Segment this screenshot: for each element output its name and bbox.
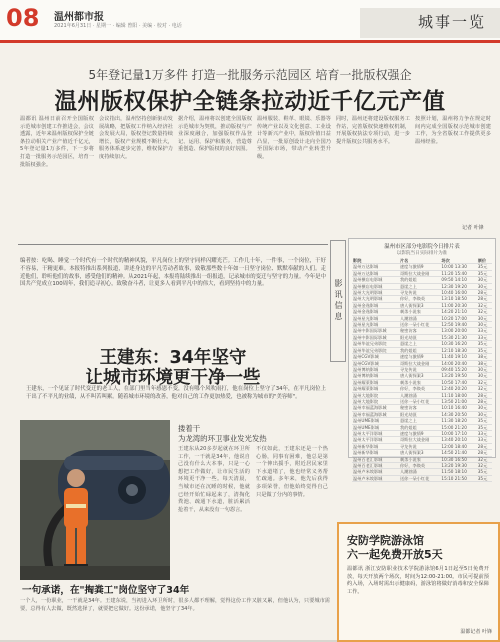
table-cell: 33元 [477,437,492,443]
table-cell: 寻龙传说 [399,366,440,372]
table-cell: 送你一朵小红花 [399,322,440,328]
table-cell: 13:00 20:00 [440,328,476,334]
table-cell: 我的姐姐 [399,277,440,283]
lead-column-3: 据介绍，温州将以创建全国版权示范城市为契机，推动版权与产业深度融合，加强版权作品登记、运用、保护和服务，营造尊重创造、保护版权的良好氛围。 [178,116,252,153]
feature-subhead-text: 搂着干 为龙湾的环卫事业发光发热 [178,424,267,443]
table-cell: 温州华谊兄弟影院 [352,341,399,347]
table-cell: 35元 [477,469,492,475]
table-cell: 温州大光明影城 [352,296,399,302]
table-cell: 刺杀小说家 [399,379,440,385]
table-cell: 33元 [477,334,492,340]
table-cell: 10:00 17:10 [440,430,476,436]
table-cell: 温州耀莱影城 [352,386,399,392]
table-cell: 12:10 18:30 [440,347,476,353]
table-cell: 温州横店电影城 [352,283,399,289]
table-cell: 温州太平洋影城 [352,430,399,436]
promo-byline: 温都记者 叶锋 [460,629,492,635]
table-cell: 30元 [477,411,492,417]
table-cell: 你好，李焕英 [399,386,440,392]
table-cell: 温州大地影院 [352,392,399,398]
table-cell: 人潮汹涌 [399,315,440,321]
table-cell: 悬崖之上 [399,418,440,424]
table-cell: 14:00 20:40 [440,360,476,366]
table-cell: 片名 [399,258,440,264]
table-cell: 30元 [477,373,492,379]
table-cell: 刺杀小说家 [399,309,440,315]
table-cell: 温州耀莱影城 [352,379,399,385]
table-cell: 温州CGV影城 [352,360,399,366]
lead-subhead: 5年登记量1万多件 打造一批服务示范园区 培育一批版权强企 [88,68,412,82]
table-cell: 温州博纳影城 [352,366,399,372]
table-cell: 温州万达影城 [352,270,399,276]
table-cell: 秘密访客 [399,328,440,334]
table-cell: 32元 [477,463,492,469]
table-cell: 35元 [477,418,492,424]
table-cell: 35元 [477,341,492,347]
table-cell: 温州大地影院 [352,398,399,404]
table-cell: 我的姐姐 [399,424,440,430]
table-cell: 温州卢米埃影城 [352,475,399,481]
worker-photo [20,420,170,580]
feature-body-mid: 不仅如此，王建东还是一个热心肠，同事有困难，他总是第一个伸出援手，附近居民家里下水道堵了，他也经常义务帮忙疏通。多年来，他先后获得多项荣誉，但他始终觉得自己只是做了分内的事情。 [256,446,328,498]
table-cell: 33元 [477,430,492,436]
table-cell: 33元 [477,328,492,334]
table-cell: 15:00 21:20 [440,424,476,430]
paper-meta: 2021年6月31日 · 星期一 · 编辑 曾阳 · 美编 · 校对 · 电话 [54,23,182,29]
table-cell: 送你一朵小红花 [399,475,440,481]
table-cell: 32元 [477,456,492,462]
table-cell: 10:50 17:40 [440,379,476,385]
lead-headline: 温州版权保护全链条拉动近千亿元产值 [54,89,446,115]
table-cell: 温州华谊兄弟影院 [352,347,399,353]
table-cell: 11:10 18:00 [440,392,476,398]
table-cell: 温州太平洋影城 [352,437,399,443]
table-cell: 温州星光影城 [352,322,399,328]
feature-quote-head: 一句承诺，在"掏粪工"岗位坚守了34年 [22,585,190,596]
table-cell: 30元 [477,315,492,321]
table-body [352,258,492,482]
table-cell: 悬崖之上 [399,283,440,289]
table-cell: 28元 [477,450,492,456]
table-cell: 10:30 16:20 [440,341,476,347]
page-number: 08 [6,4,40,32]
table-title: 温州市区部分电影院今日排片表 [384,244,460,250]
masthead [0,0,500,43]
table-cell: 35元 [477,264,492,270]
table-cell: 温州金逸影城 [352,309,399,315]
listing-table [348,238,496,481]
table-cell: 14:20 21:10 [440,309,476,315]
table-cell: 30元 [477,322,492,328]
table-cell: 温州中影国际影城 [352,334,399,340]
table-cell: 唐人街探案3 [399,302,440,308]
table-cell: 温州幸福蓝海影城 [352,405,399,411]
table-cell: 温州中影国际影城 [352,328,399,334]
table-subtitle: 以影院当日实际排片为准 [396,251,448,256]
table-cell: 13:20 19:30 [440,463,476,469]
table-cell: 28元 [477,398,492,404]
table-cell: 28元 [477,290,492,296]
table-cell: 人潮汹涌 [399,392,440,398]
table-cell: 12:30 19:20 [440,283,476,289]
lead-column-2: 会议指出，温州坚持创新驱动发展战略，把版权工作纳入经济社会发展大局，版权登记数量持续增长，版权产业规模不断壮大，服务体系逐步完善，维权保护力度持续加大。 [99,116,173,160]
table-cell: 11:30 18:20 [440,418,476,424]
table-cell: 温州CGV影城 [352,354,399,360]
table-cell: 哥斯拉大战金刚 [399,437,440,443]
promo-body: 温都讯 浙江安防职业技术学院游泳馆6月1日起至5日免费开放，每天开放两个场次，时间为12:00-21:00。市民可提前预约入场，入场时需出示健康码，游泳馆将做好消毒和安全保障工作。 [347,566,489,595]
table-cell: 唐人街探案3 [399,373,440,379]
table-cell: 09:50 14:10 [440,277,476,283]
table-cell: 寻龙传说 [399,443,440,449]
lead-column-6: 按照计划，温州将力争在规定时间内完成全国版权示范城市创建工作，为全省版权工作提供更多温州经验。 [415,116,491,145]
table-cell: 10:30 16:50 [440,456,476,462]
table-cell: 温州百老汇影城 [352,463,399,469]
table-cell: 送你一朵小红花 [399,398,440,404]
worker-illustration [20,420,170,580]
table-cell: 30元 [477,283,492,289]
table-cell: 温州幸福蓝海影城 [352,411,399,417]
table-cell: 温州大光明影城 [352,290,399,296]
table-cell: 人潮汹涌 [399,469,440,475]
table-cell: 温州新华影城 [352,450,399,456]
table-cell: 11:40 19:10 [440,354,476,360]
table-cell: 温州星光影城 [352,315,399,321]
table-row [352,475,492,481]
table-cell: 影院 [352,258,399,264]
promo-box [337,522,500,642]
table-cell: 35元 [477,424,492,430]
table-cell: 13:40 20:10 [440,437,476,443]
table-cell: 速度与激情9 [399,430,440,436]
table-cell: 速度与激情9 [399,354,440,360]
table-cell: 12:50 19:40 [440,322,476,328]
divider [18,244,328,245]
table-cell: 票价 [477,258,492,264]
table-cell: 哥斯拉大战金刚 [399,270,440,276]
table-cell: 温州卢米埃影城 [352,469,399,475]
editorial-note: 编者按：吃喝、睡觉一个时代有一个时代的精神风貌，平凡岗位上的坚守同样闪耀光芒。工作几十年，一件事，一个岗位，干好不容易，干精更难。本报特推出系列报道，讲述身边的平凡劳动者故事，致敬那些数十年如一日坚守岗位、默默奉献的人们。走近他们，聆听他们的故事，感受他们的精神。从2021年起，本报将陆续推出一组报道，记录城市的变迁与坚守的力量。今年是中国共产党成立100周年，我们追寻初心，致敬奋斗者，让更多人看到平凡中的伟大，看到坚持中的力量。 [20,258,326,288]
table-cell: 温州万达影城 [352,264,399,270]
table-cell: 唐人街探案3 [399,450,440,456]
paper-name: 温州都市报 [54,12,104,23]
promo-title-2: 六一起免费开放5天 [347,548,443,561]
table-cell: 12:40 20:20 [440,386,476,392]
table-cell: 你好，李焕英 [399,463,440,469]
table-cell: 10:10 16:40 [440,405,476,411]
table-cell: 12:00 18:40 [440,443,476,449]
table-cell: 15:10 21:50 [440,475,476,481]
table-cell: 38元 [477,354,492,360]
table-cell: 哥斯拉大战金刚 [399,360,440,366]
table-cell: 温州UME影城 [352,418,399,424]
table-cell: 阳光劫匪 [399,411,440,417]
table-cell: 秘密访客 [399,405,440,411]
table-cell: 30元 [477,366,492,372]
feature-body-bottom: 一个人，一份职业，一干就是34年。王建东说，当初进入环卫所时，很多人都不理解，觉得这份工作又脏又累，但他认为，只要城市需要，总得有人去做，既然选择了，就要把它做好。这份承诺，他坚守了34年。 [20,598,330,612]
table-cell: 13:50 21:00 [440,398,476,404]
lead-column-5: 同时，温州还将建设版权服务工作站，完善版权快速维权机制，开展版权执法专项行动，进一步提升版权公共服务水平。 [336,116,410,145]
table-cell: 温州百老汇影城 [352,456,399,462]
table-cell: 32元 [477,386,492,392]
table-cell: 13:20 19:50 [440,373,476,379]
feature-headline-2: 让城市环境更干净一些 [85,368,261,388]
table-cell: 温州金逸影城 [352,302,399,308]
table-cell: 11:20 15:40 [440,270,476,276]
table-cell: 32元 [477,379,492,385]
table-cell: 场次 [440,258,476,264]
table-cell: 10:00 13:30 [440,264,476,270]
table-cell: 35元 [477,270,492,276]
table-cell: 28元 [477,443,492,449]
table-cell: 刺杀小说家 [399,456,440,462]
table-cell: 14:50 21:40 [440,450,476,456]
table-cell: 温州UME影城 [352,424,399,430]
table-cell: 32元 [477,309,492,315]
table-cell: 28元 [477,296,492,302]
table-cell: 我的姐姐 [399,347,440,353]
feature-lead: 王建东，一个见证了时代变迁的老工人，在部门里当年感恩不变，没有哪个风吹雨打，他在岗位上坚守了34年，在平凡岗位上干出了不平凡的业绩，从不叫苦叫累。随着城市环境的改善，他对自己的工作更加热爱，也被称为城市的"美容师"。 [26,386,326,400]
table-cell: 你好，李焕英 [399,296,440,302]
feature-subhead [178,424,267,444]
table-cell: 13:10 18:50 [440,296,476,302]
table-cell: 32元 [477,302,492,308]
table-cell: 10:20 17:00 [440,315,476,321]
table-cell: 悬崖之上 [399,341,440,347]
feature-headline-1: 王建东：34年坚守 [99,348,247,368]
table-cell: 寻龙传说 [399,290,440,296]
table-cell: 温州横店电影城 [352,277,399,283]
lead-column-4: 温州服装、鞋革、眼镜、乐器等传统产业以及文化创意、工业设计等新兴产业中，版权价值日益凸显，一批原创设计走向全国乃至国际市场，带动产业转型升级。 [257,116,331,160]
table-cell: 35元 [477,475,492,481]
table-cell: 38元 [477,360,492,366]
lead-byline: 记者 叶锋 [462,225,484,231]
table-cell: 30元 [477,277,492,283]
table-cell: 速度与激情9 [399,264,440,270]
table-side-label: 影讯信息 [330,240,346,362]
table-cell: 15:30 21:30 [440,334,476,340]
table-cell: 30元 [477,405,492,411]
table-cell: 11:50 18:10 [440,469,476,475]
table-cell: 11:00 20:30 [440,302,476,308]
table-cell: 温州新华影城 [352,443,399,449]
feature-body-left: 王建东从20多岁起就在环卫所工作，一干就是34年，他说自己没有什么大本事，只是一心想把工作做好，让市民生活的环境更干净一些。每天清晨，当城市还在沉睡的时候，他就已经开始忙碌起来了，清掏化粪池、疏通下水道，脏活累活抢着干，从来没有一句怨言。 [178,446,250,513]
table-cell: 28元 [477,392,492,398]
table-cell: 14:30 20:50 [440,411,476,417]
table-cell: 09:40 15:20 [440,366,476,372]
table-cell: 温州博纳影城 [352,373,399,379]
table-cell: 阳光劫匪 [399,334,440,340]
promo-title-1: 安防学院游泳馆 [347,534,424,547]
section-title: 城事一览 [417,13,486,31]
table-cell: 10:40 16:00 [440,290,476,296]
table-cell: 35元 [477,347,492,353]
lead-column-1: 温都讯 温州日前召开全国版权示范城市创建工作推进会，会议透露，近年来温州版权保护全链条拉动相关产业产值近千亿元，5年登记量1万多件，下一步将打造一批服务示范园区，培育一批版权强企。 [20,116,94,168]
